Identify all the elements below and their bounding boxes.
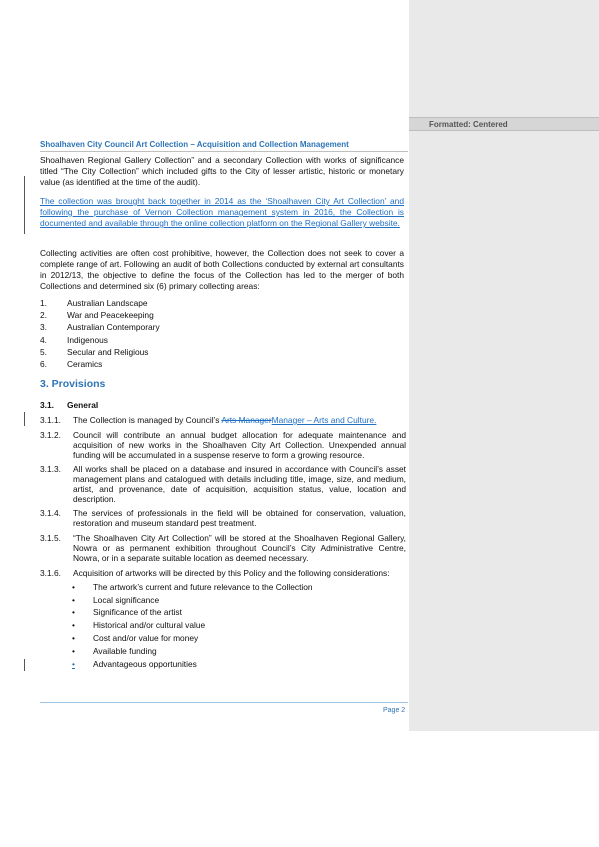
bullet-icon: • <box>72 607 75 617</box>
inserted-paragraph: The collection was brought back together in 2014 as the ‘Shoalhaven City Art Collection’ and following the purchase of Vernon Collection management system in 2016, the Collection is documented and available through the online collection platform on the Regional Gallery website. <box>40 196 404 228</box>
inserted-text: Manager – Arts and Culture <box>271 415 375 425</box>
clause-text: “The Shoalhaven City Art Collection” will be stored at the Shoalhaven Regional Gallery, Nowra or as permanent exhibition throughout Council’s City Administrative Centre, Nowra, or in a separate suitable location as deemed necessary. <box>73 533 406 563</box>
bullet-label: Available funding <box>93 646 157 656</box>
list-number: 5. <box>40 347 47 357</box>
intro-paragraph: Shoalhaven Regional Gallery Collection” and a secondary Collection with works of significance titled “The City Collection” which included gifts to the City of lesser artistic, historic or monetary value (as identified at the time of the audit). <box>40 155 404 187</box>
clause-number: 3.1.3. <box>40 464 61 474</box>
clause-text: Acquisition of artworks will be directed by this Policy and the following considerations: <box>73 568 390 578</box>
section-heading: 3. Provisions <box>40 378 106 390</box>
list-number: 6. <box>40 359 47 369</box>
clause <box>40 464 406 504</box>
clause-number: 3.1.5. <box>40 533 61 543</box>
bullet-label: Advantageous opportunities <box>93 659 197 669</box>
bullet-label: Local significance <box>93 595 160 605</box>
list-label: Australian Contemporary <box>67 322 160 332</box>
clause-text: The services of professionals in the field will be obtained for conservation, valuation, restoration and museum standard pest treatment. <box>73 508 406 528</box>
clause-number: 3.1.6. <box>40 568 61 578</box>
bullet-icon: • <box>72 595 75 605</box>
clause-number: 3.1.1. <box>40 415 61 425</box>
bullet-icon: • <box>72 582 75 592</box>
subsection-title: General <box>67 400 99 410</box>
bullet-label: Cost and/or value for money <box>93 633 199 643</box>
change-bar <box>24 412 25 426</box>
bullet-label: Significance of the artist <box>93 607 182 617</box>
clause-text: Council will contribute an annual budget allocation for adequate maintenance and acquisition of new works in the Shoalhaven City Art Collection. Unexpended annual funding will be accumulated in a suspense reserve to form a growing resource. <box>73 430 406 460</box>
clause <box>40 508 406 528</box>
list-label: War and Peacekeeping <box>67 310 154 320</box>
deleted-text: Arts Manager <box>221 415 272 425</box>
markup-pane <box>409 0 599 731</box>
list-number: 2. <box>40 310 47 320</box>
list-number: 3. <box>40 322 47 332</box>
bullet-icon: • <box>72 659 75 669</box>
subsection-heading <box>40 400 99 410</box>
change-bar <box>24 659 25 671</box>
footer-divider <box>40 702 408 703</box>
bullet-label: The artwork’s current and future relevance to the Collection <box>93 582 313 592</box>
clause <box>40 568 406 578</box>
header-divider <box>40 151 408 152</box>
list-number: 1. <box>40 298 47 308</box>
list-label: Australian Landscape <box>67 298 148 308</box>
bullet-icon: • <box>72 646 75 656</box>
clause-text: The Collection is managed by Council’s Arts ManagerManager – Arts and Culture. <box>73 415 377 425</box>
bullet-icon: • <box>72 620 75 630</box>
bullet-label: Historical and/or cultural value <box>93 620 206 630</box>
clause <box>40 533 406 563</box>
clause <box>40 415 406 425</box>
list-number: 4. <box>40 335 47 345</box>
page-header-title: Shoalhaven City Council Art Collection – Acquisition and Collection Management <box>40 140 349 149</box>
list-label: Ceramics <box>67 359 103 369</box>
list-label: Secular and Religious <box>67 347 149 357</box>
comment-label: Formatted: Centered <box>429 120 508 129</box>
bullet-icon: • <box>72 633 75 643</box>
page-number: Page 2 <box>383 707 406 714</box>
change-bar <box>24 176 25 234</box>
clause <box>40 430 406 460</box>
comment-balloon[interactable] <box>409 117 599 131</box>
clause-number: 3.1.2. <box>40 430 61 440</box>
subsection-number: 3.1. <box>40 400 54 410</box>
clause-number: 3.1.4. <box>40 508 61 518</box>
list-label: Indigenous <box>67 335 108 345</box>
collecting-paragraph: Collecting activities are often cost prohibitive, however, the Collection does not seek to cover a complete range of art. Following an audit of both Collections conducted by external art consultants in 2012/13, the objective to define the focus of the Collection has led to the merger of both Collections and determined six (6) primary collecting areas: <box>40 248 404 291</box>
clause-text: All works shall be placed on a database and insured in accordance with Council’s asset management plans and catalogued with details including title, image, size, and medium, artist, and provenance, date of acquisition, acquisition status, value, location and description. <box>73 464 406 504</box>
